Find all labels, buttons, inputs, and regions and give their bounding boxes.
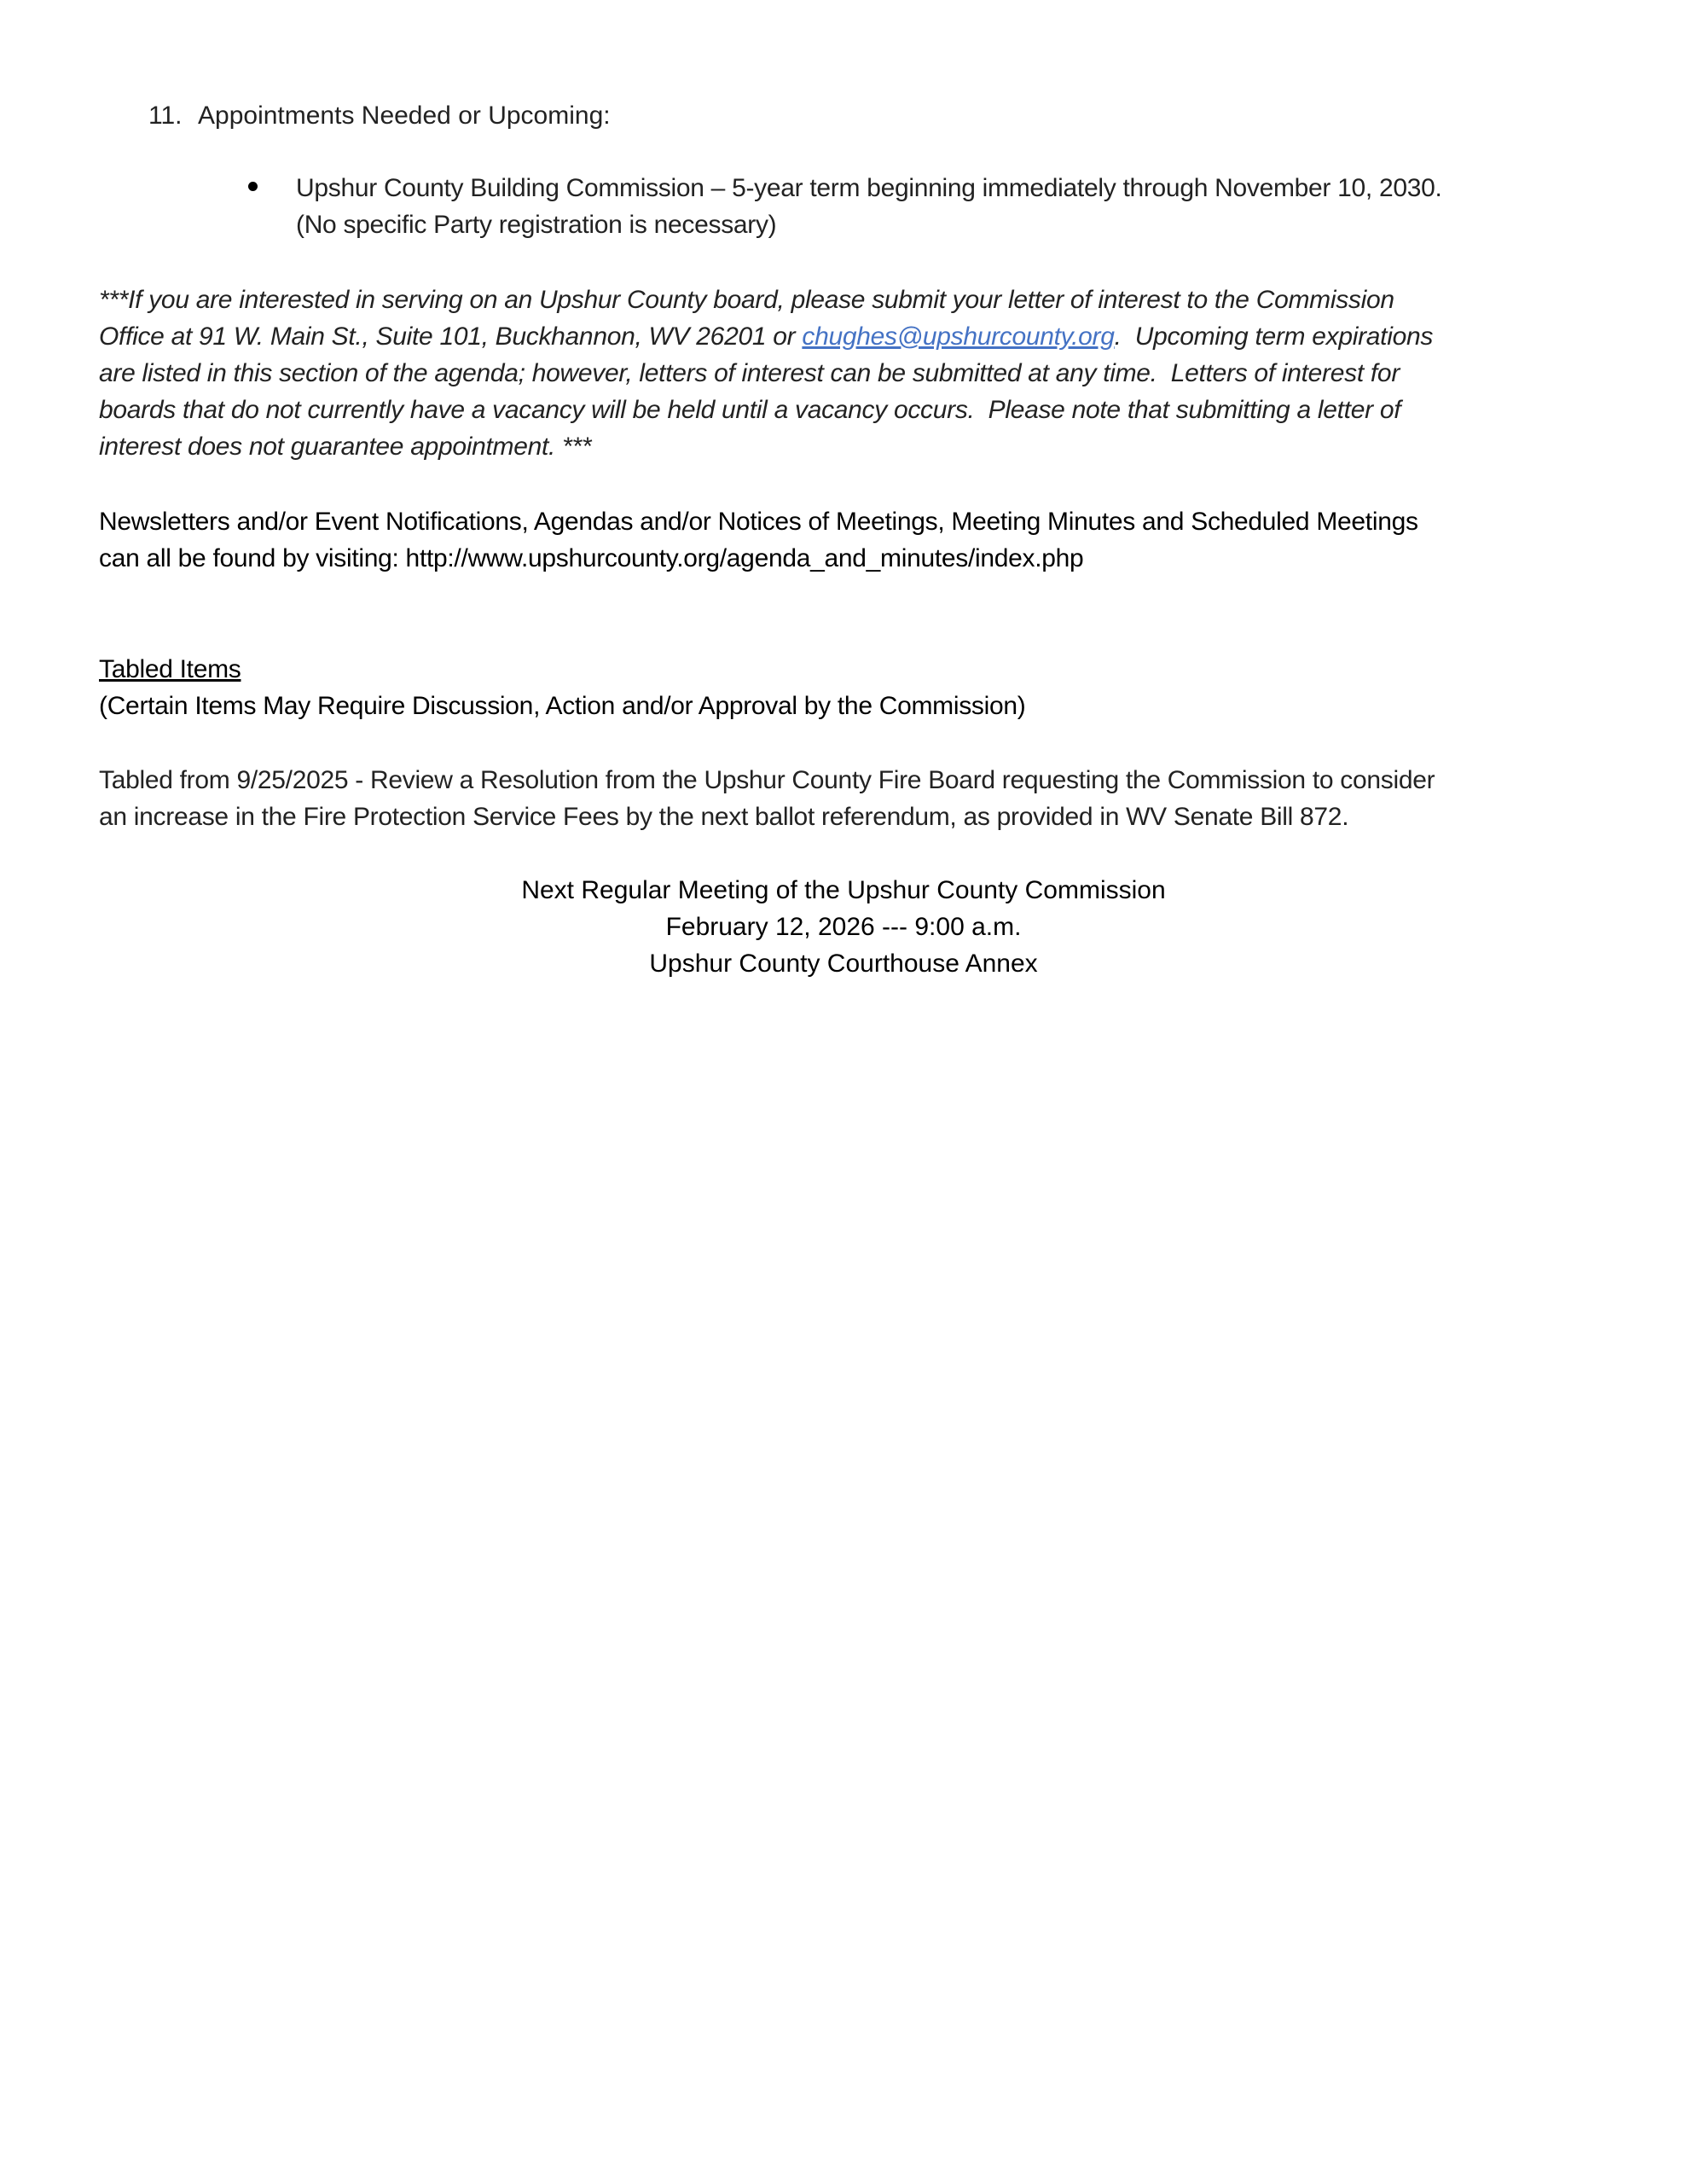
- newsletters-line1: Newsletters and/or Event Notifications, Agendas and/or Notices of Meetings, Meeting Minutes and Scheduled Meetings: [99, 508, 1418, 536]
- appointment-item-line1: Upshur County Building Commission – 5-year term beginning immediately through November 10, 2030.: [296, 174, 1442, 202]
- notice-line2: [99, 318, 1433, 355]
- notice-line2-text: Office at 91 W. Main St., Suite 101, Buckhannon, WV 26201 or: [99, 322, 803, 351]
- next-meeting-datetime: February 12, 2026 --- 9:00 a.m.: [665, 913, 1022, 941]
- newsletters-line2: can all be found by visiting: http://www.upshurcounty.org/agenda_and_minutes/index.php: [99, 544, 1084, 572]
- tabled-items-heading: Tabled Items: [99, 655, 241, 683]
- notice-line1: ***If you are interested in serving on an Upshur County board, please submit your letter of interest to the Commission: [99, 286, 1394, 314]
- bullet-icon: [248, 182, 258, 191]
- email-link[interactable]: chughes@upshurcounty.org: [802, 322, 1115, 351]
- appointment-item-line2: (No specific Party registration is necessary): [296, 211, 777, 239]
- notice-line3: are listed in this section of the agenda; however, letters of interest can be submitted at any time. Letters of interest for: [99, 359, 1400, 387]
- next-meeting-location: Upshur County Courthouse Annex: [649, 950, 1038, 978]
- notice-line4: boards that do not currently have a vacancy will be held until a vacancy occurs. Please note that submitting a letter of: [99, 396, 1401, 424]
- next-meeting-title: Next Regular Meeting of the Upshur County Commission: [521, 876, 1166, 904]
- tabled-item-line1: Tabled from 9/25/2025 - Review a Resolution from the Upshur County Fire Board requesting the Commission to consider: [99, 766, 1435, 794]
- notice-line2-tail: . Upcoming term expirations: [1114, 322, 1434, 351]
- section-number: 11.: [148, 102, 183, 130]
- tabled-items-subheading: (Certain Items May Require Discussion, Action and/or Approval by the Commission): [99, 692, 1026, 720]
- tabled-item-line2: an increase in the Fire Protection Service Fees by the next ballot referendum, as provided in WV Senate Bill 872.: [99, 803, 1349, 831]
- section-title: Appointments Needed or Upcoming:: [198, 102, 611, 130]
- notice-line5: interest does not guarantee appointment. ***: [99, 433, 592, 461]
